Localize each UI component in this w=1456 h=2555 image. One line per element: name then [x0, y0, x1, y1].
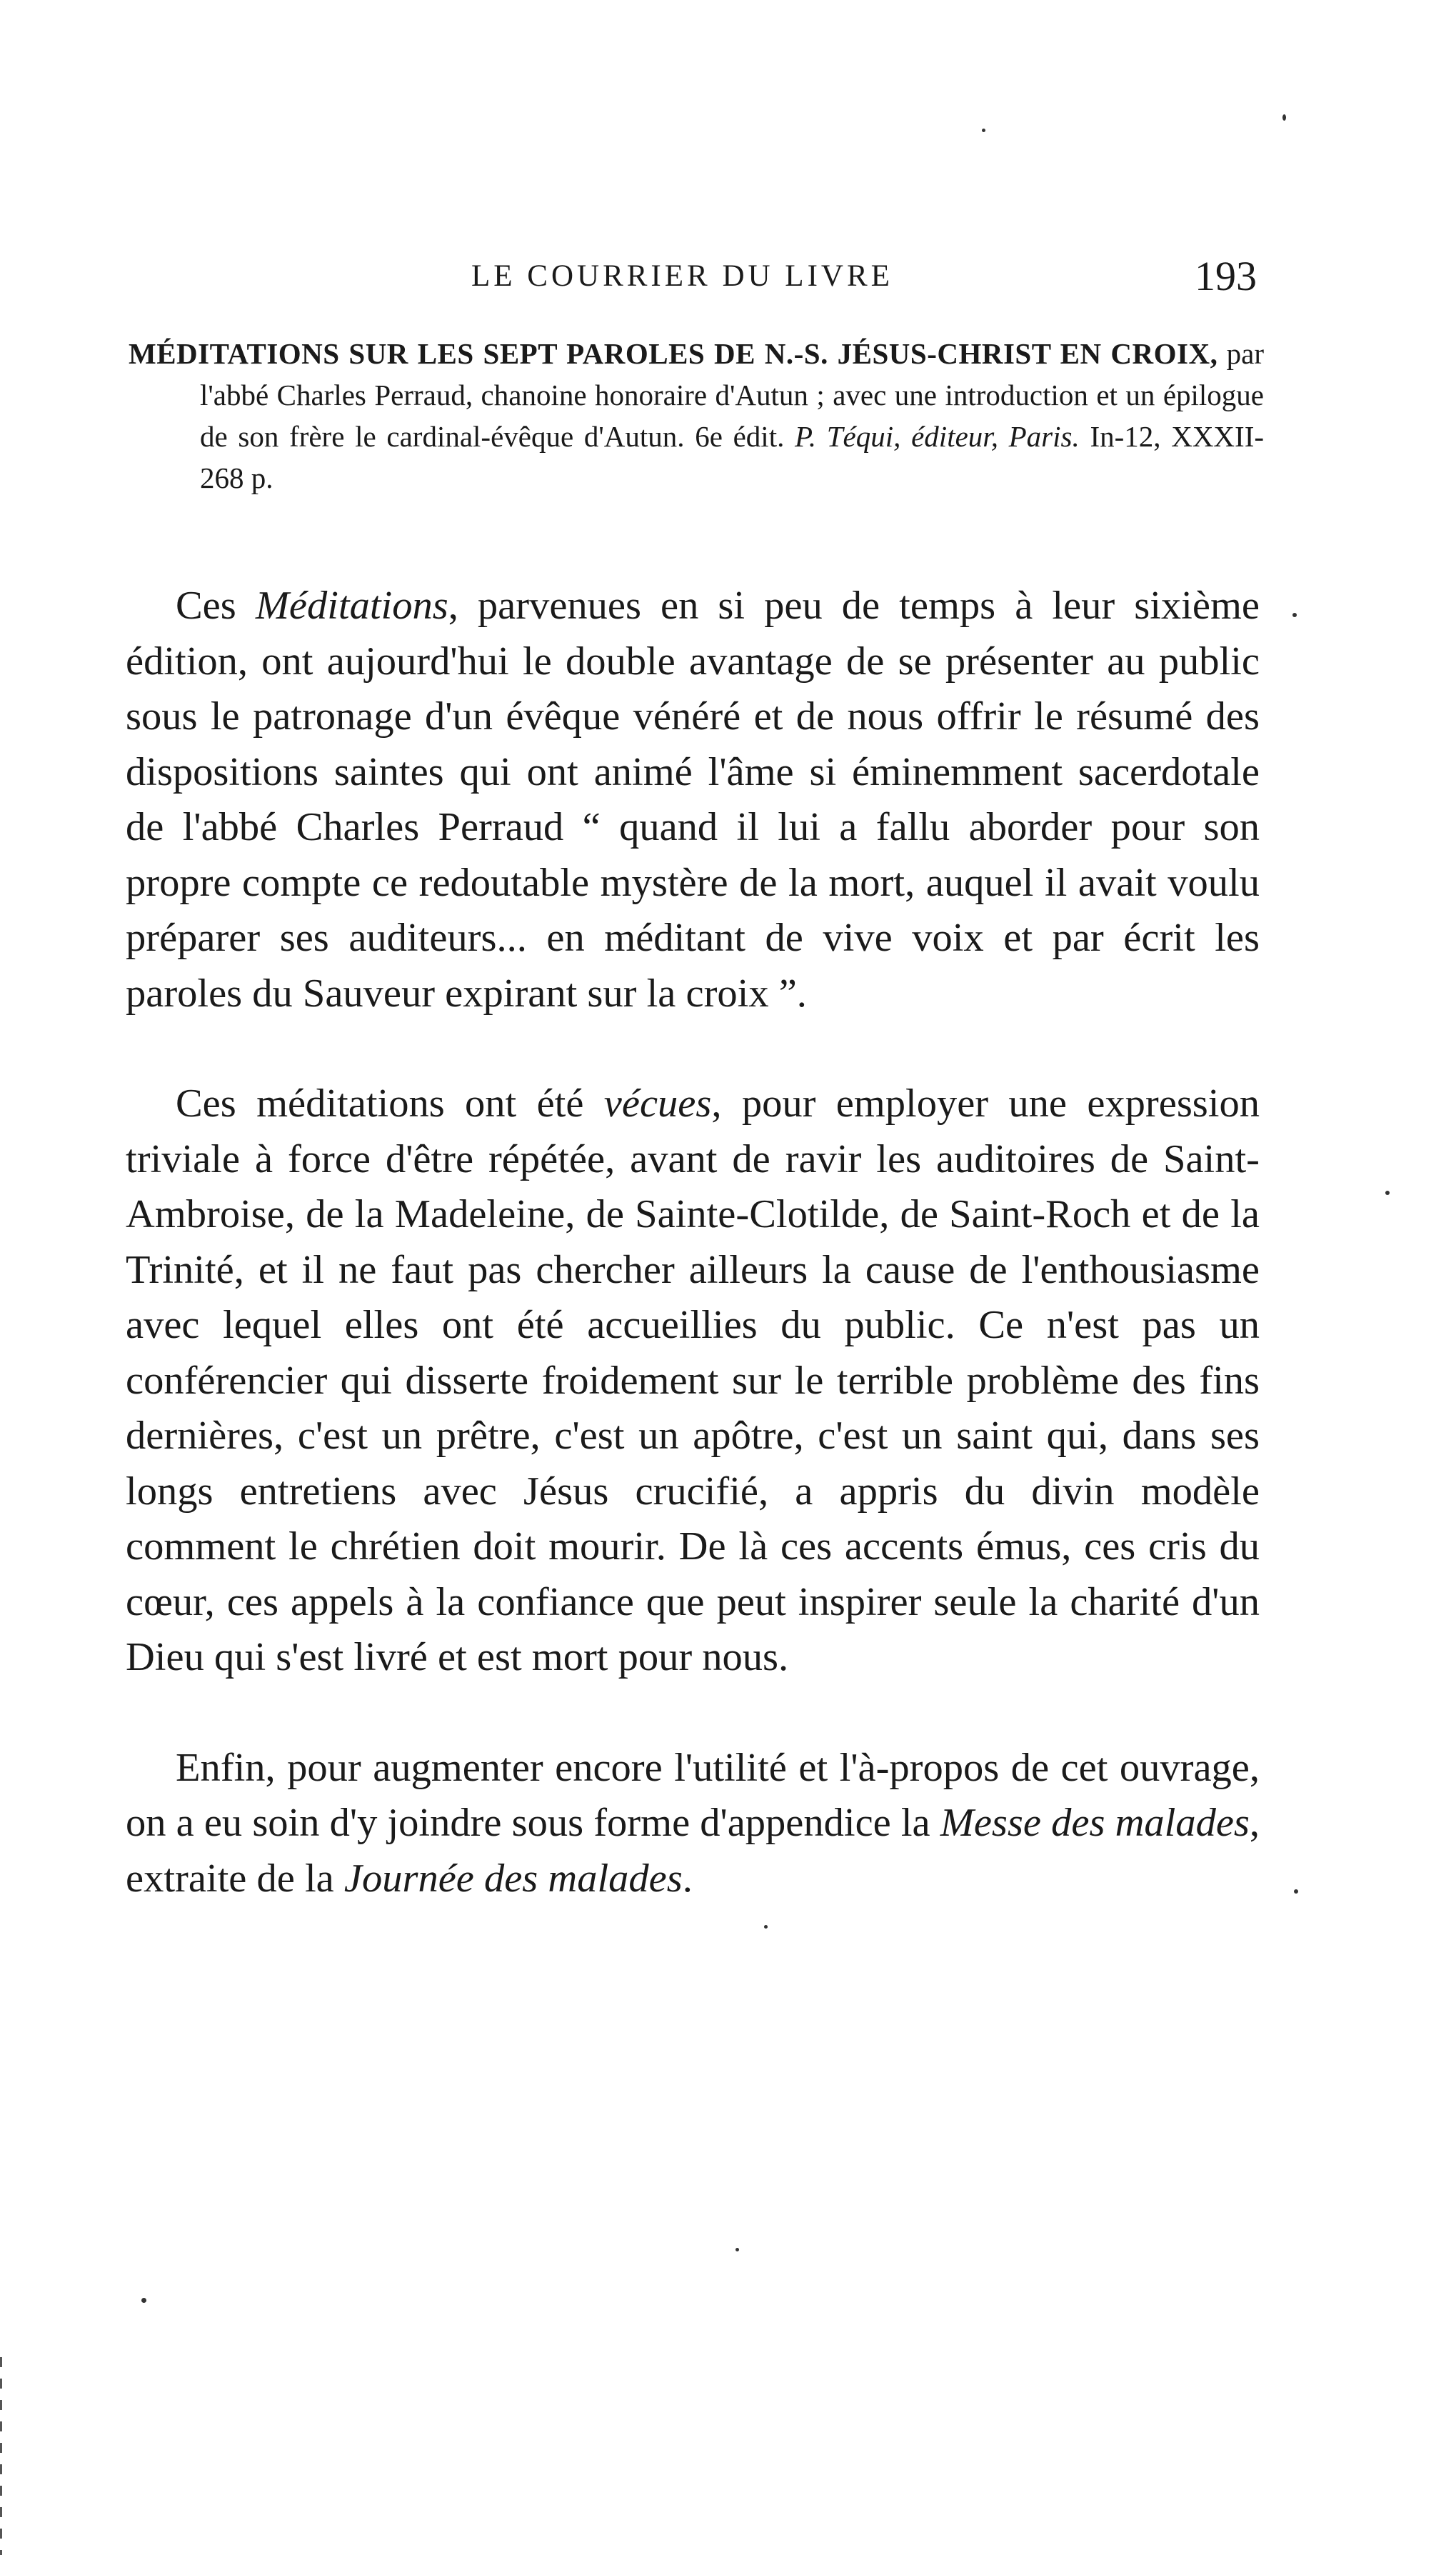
book-title: MÉDITATIONS SUR LES SEPT PAROLES DE N.-S. JÉSUS-CHRIST EN CROIX,: [129, 337, 1218, 370]
paragraph-1-title: Méditations: [255, 584, 448, 628]
paragraph-2-emphasis: vécues: [603, 1081, 712, 1126]
scan-speck: [1294, 1889, 1298, 1894]
paragraph-3-title-1: Messe des malades: [940, 1801, 1250, 1845]
book-details: par l'abbé Charles Perraud, chanoine honoraire d'Autun ; avec une introduction et un épilogue de son frère le cardinal-évêque d'Autun. 6e édit.: [200, 337, 1264, 453]
scan-speck: [735, 2248, 739, 2251]
paragraph-2-rest: , pour employer une expression triviale à force d'être répétée, avant de ravir les auditoires de Saint-Ambroise, de la Madeleine, de Sainte-Clotilde, de Saint-Roch et de la Trinité, et il ne faut pas chercher ailleurs la cause de l'enthousiasme avec lequel elles ont été accueillies du public. Ce n'est pas un conférencier qui disserte froidement sur le terrible problème des fins dernières, c'est un prêtre, c'est un apôtre, c'est un saint qui, dans ses longs entretiens avec Jésus crucifié, a appris du divin modèle comment le chrétien doit mourir. De là ces accents émus, ces cris du cœur, ces appels à la confiance que peut inspirer seule la charité d'un Dieu qui s'est livré et est mort pour nous.: [126, 1081, 1260, 1679]
scan-speck: [1282, 114, 1286, 121]
scan-speck: [1385, 1191, 1390, 1195]
scan-speck: [764, 1925, 768, 1929]
paragraph-3: [126, 1741, 1260, 1907]
running-title: LE COURRIER DU LIVRE: [471, 259, 893, 293]
book-format: In-12, XXXII-268 p.: [200, 420, 1264, 494]
bibliographic-paragraph: [129, 333, 1264, 499]
paragraph-3-title-2: Journée des malades: [343, 1856, 683, 1901]
review-text: [126, 579, 1260, 1906]
paragraph-1-rest: , parvenues en si peu de temps à leur sixième édition, ont aujourd'hui le double avantage de se présenter au public sous le patronage d'un évêque vénéré et de nous offrir le résumé des dispositions saintes qui ont animé l'âme si éminemment sacerdotale de l'abbé Charles Perraud “ quand il lui a fallu aborder pour son propre compte ce redoutable mystère de la mort, auquel il avait voulu préparer ses auditeurs... en méditant de vive voix et par écrit les paroles du Sauveur expirant sur la croix ”.: [126, 584, 1260, 1016]
page-number: 193: [1195, 253, 1257, 299]
scan-edge-mark: [0, 2357, 2, 2555]
scan-speck: [982, 129, 985, 132]
scan-speck: [1292, 613, 1297, 617]
paragraph-3-lead: Enfin, pour augmenter encore l'utilité et l'à-propos de cet ouvrage, on a eu soin d'y joindre sous forme d'appendice la: [126, 1745, 1260, 1845]
paragraph-3-mid: , extraite de la: [126, 1801, 1260, 1901]
paragraph-2: [126, 1076, 1260, 1686]
book-publisher: P. Téqui, éditeur, Paris.: [795, 420, 1080, 453]
running-head: [129, 251, 1271, 301]
paragraph-1: [126, 579, 1260, 1021]
bibliographic-entry: [129, 333, 1264, 499]
paragraph-1-lead: Ces: [176, 584, 256, 628]
paragraph-2-lead: Ces méditations ont été: [176, 1081, 604, 1126]
paragraph-3-end: .: [682, 1856, 693, 1901]
scan-speck: [141, 2298, 146, 2303]
